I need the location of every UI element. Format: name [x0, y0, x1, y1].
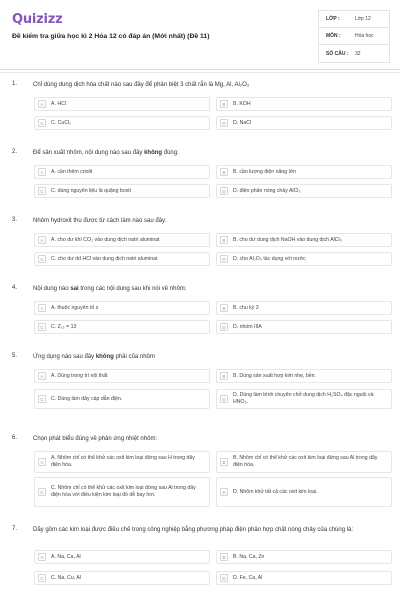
question-count-label: SỐ CÂU :: [326, 50, 349, 57]
option-letter: A: [38, 236, 46, 244]
option-a[interactable]: [34, 165, 210, 179]
option-letter: D: [220, 187, 228, 195]
question-text: Nhôm hydroxit thu được từ cách làm nào sau đây:: [33, 218, 167, 224]
question-number: 5.: [12, 353, 18, 359]
option-text: A. Nhôm chỉ có thể khử các oxit kim loại đứng sau H trong dãy điện hóa.: [51, 455, 195, 468]
quizizz-logo: Quizizz: [12, 12, 63, 27]
meta-table: [318, 10, 390, 63]
option-d[interactable]: [216, 320, 392, 334]
option-letter: A: [38, 168, 46, 176]
option-letter: A: [38, 372, 46, 380]
question-number: 4.: [12, 285, 18, 291]
option-c[interactable]: [34, 389, 210, 409]
option-d[interactable]: [216, 116, 392, 130]
option-d[interactable]: [216, 571, 392, 585]
option-letter: D: [220, 395, 228, 403]
option-text: C. Na, Cu, Al: [51, 574, 81, 581]
option-letter: C: [38, 574, 46, 582]
option-text: D. Dùng làm bình chuyên chở dung dịch H₂SO₄ đặc nguội và HNO₃.: [233, 392, 374, 405]
option-text: D. Fe, Ca, Al: [233, 574, 263, 581]
option-letter: A: [38, 100, 46, 108]
emphasis-text: sai: [70, 286, 79, 292]
option-b[interactable]: [216, 369, 392, 383]
question-number: 2.: [12, 149, 18, 155]
option-text: C. cho dư dd HCl vào dung dịch natri aluminat: [51, 255, 158, 262]
option-letter: B: [220, 372, 228, 380]
option-d[interactable]: [216, 389, 392, 409]
option-a[interactable]: [34, 233, 210, 247]
option-text: A. cần thêm criolit: [51, 168, 93, 175]
document-title: Đề kiểm tra giữa học kì 2 Hóa 12 có đáp án (Mới nhất) (Đề 11): [12, 33, 210, 40]
question-number: 1.: [12, 81, 18, 87]
option-letter: D: [220, 119, 228, 127]
option-text: C. CuCl₂: [51, 119, 72, 126]
option-letter: A: [38, 458, 46, 466]
option-c[interactable]: [34, 116, 210, 130]
meta-row-subject: [319, 28, 389, 45]
page-header: [0, 0, 400, 70]
meta-row-count: [319, 45, 389, 62]
question-number: 6.: [12, 435, 18, 441]
option-letter: B: [220, 100, 228, 108]
option-text: A. thuộc nguyên tố s: [51, 304, 99, 311]
option-text: B. Dùng sản xuất hợp kim nhẹ, bền.: [233, 372, 316, 379]
option-text: A. cho dư khí CO₂ vào dung dịch natri aluminat: [51, 236, 160, 243]
option-text: B. Nhôm chỉ có thể khử các oxit kim loại đứng sau Al trong dãy điện hóa.: [233, 455, 378, 468]
option-text: B. Na, Ca, Zn: [233, 553, 265, 560]
question-text: Dãy gồm các kim loại được điều chế trong công nghiệp bằng phương pháp điện phân hợp chất nóng chảy của chúng là:: [33, 527, 354, 533]
option-text: B. chu kỳ 3: [233, 304, 259, 311]
option-b[interactable]: [216, 301, 392, 315]
option-a[interactable]: [34, 550, 210, 564]
option-text: B. cần lượng điện năng lớn: [233, 168, 297, 175]
option-text: D. NaCl: [233, 119, 252, 126]
option-c[interactable]: [34, 320, 210, 334]
option-letter: C: [38, 119, 46, 127]
question-text: Chỉ dùng dung dịch hóa chất nào sau đây để phân biệt 3 chất rắn là Mg, Al, Al₂O₃: [33, 82, 250, 88]
option-a[interactable]: [34, 301, 210, 315]
option-letter: C: [38, 323, 46, 331]
question-text: Ứng dụng nào sau đây không phải của nhôm: [33, 354, 155, 360]
option-d[interactable]: [216, 252, 392, 266]
option-c[interactable]: [34, 252, 210, 266]
option-text: D. điện phân nóng chảy AlCl₃: [233, 187, 301, 194]
option-a[interactable]: [34, 97, 210, 111]
option-text: C. Nhôm chỉ có thể khử các oxit kim loại đứng sau Al trong dãy điện hóa với điều kiện kim loại đó dễ bay hơi.: [51, 485, 196, 498]
question-text: Chọn phát biểu đúng về phản ứng nhiệt nhôm:: [33, 436, 158, 442]
option-letter: C: [38, 395, 46, 403]
option-letter: A: [38, 553, 46, 561]
option-text: A. Dùng trong trí nội thất: [51, 372, 108, 379]
question-number: 7.: [12, 526, 18, 532]
option-b[interactable]: [216, 451, 392, 473]
option-b[interactable]: [216, 550, 392, 564]
option-c[interactable]: [34, 184, 210, 198]
option-text: A. HCl: [51, 100, 66, 107]
option-text: A. Na, Ca, Al: [51, 553, 81, 560]
question-text: Để sản xuất nhôm, nội dung nào sau đây không đúng:: [33, 150, 179, 156]
option-letter: C: [38, 488, 46, 496]
option-letter: D: [220, 488, 228, 496]
option-letter: B: [220, 168, 228, 176]
option-text: D. nhóm IIIA: [233, 323, 262, 330]
option-d[interactable]: [216, 477, 392, 507]
option-letter: A: [38, 304, 46, 312]
option-letter: D: [220, 323, 228, 331]
option-c[interactable]: [34, 477, 210, 507]
emphasis-text: không: [95, 354, 114, 360]
question-text: Nội dung nào sai trong các nội dung sau khi nói về nhôm:: [33, 286, 187, 292]
option-letter: D: [220, 574, 228, 582]
option-letter: B: [220, 458, 228, 466]
option-letter: B: [220, 304, 228, 312]
option-text: B. cho dư dung dịch NaOH vào dung dịch AlCl₃: [233, 236, 342, 243]
subject-value: Hóa học: [355, 33, 374, 39]
option-a[interactable]: [34, 369, 210, 383]
option-c[interactable]: [34, 571, 210, 585]
option-a[interactable]: [34, 451, 210, 473]
option-letter: D: [220, 255, 228, 263]
option-letter: C: [38, 187, 46, 195]
question-count-value: 32: [355, 50, 361, 57]
option-text: D. Nhôm khử tất cả các oxit kim loại.: [233, 488, 318, 495]
option-d[interactable]: [216, 184, 392, 198]
option-letter: B: [220, 236, 228, 244]
grade-label: LỚP :: [326, 16, 340, 22]
header-divider: [0, 72, 400, 73]
option-b[interactable]: [216, 165, 392, 179]
option-text: C. Z₁₃ = 13: [51, 323, 77, 330]
option-letter: B: [220, 553, 228, 561]
option-text: D. cho Al₂O₃ tác dụng với nước: [233, 255, 306, 262]
option-letter: C: [38, 255, 46, 263]
option-text: C. dùng nguyên liệu là quặng boxit: [51, 187, 131, 194]
option-b[interactable]: [216, 233, 392, 247]
subject-label: MÔN :: [326, 33, 341, 39]
emphasis-text: không: [144, 150, 163, 156]
option-b[interactable]: [216, 97, 392, 111]
option-text: C. Dùng làm dây cáp dẫn điện.: [51, 395, 123, 402]
question-number: 3.: [12, 217, 18, 223]
meta-row-grade: [319, 11, 389, 28]
option-text: B. KOH: [233, 100, 251, 107]
grade-value: Lớp 12: [355, 16, 371, 22]
